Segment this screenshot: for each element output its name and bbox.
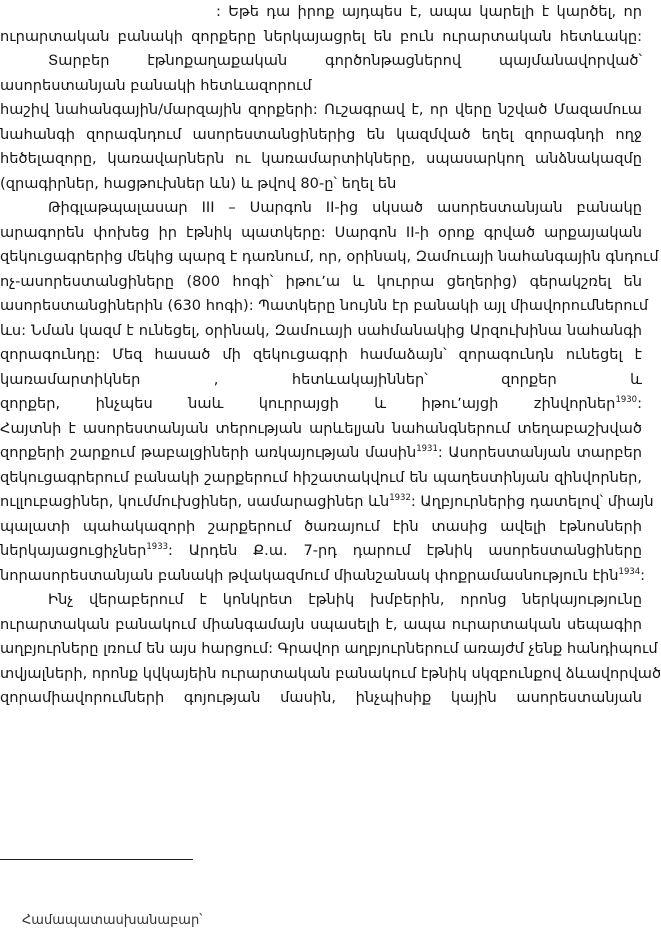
text-line: զորքեր, ինչպես նաև կուրրայցի և իթու՚այցի zինվորներ$^{1930}$:	[0, 395, 642, 412]
text-line: պալատի պահակազորի շարքերում ծառայում էին տասից ավելի էթնոսների	[0, 517, 642, 535]
text-line: ուլլուբացիներ, կումմուխցիներ, սամարացիներ ևն$^{1932}$: Աղբյուրներից դատելով՝ միայն	[0, 493, 654, 510]
text-line: ուրարտական բանակում միանգամայն սպասելի է, ապա ուրարտական սեպագիր	[0, 615, 642, 633]
text-line: կառամարտիկներ , հետևակայիններ՝ զորքեր և	[0, 370, 642, 388]
text-line: Թիգլաթպալասար III – Սարգոն II-ից սկսած ասորեստանյան բանակը	[48, 199, 642, 216]
text-line: (զրագիրներ, հացթուխներ ևն) և թվով 80-ը՝ եղել են	[0, 174, 397, 192]
text-line: զեկուցագրերից մեկից պարզ է դառնում, որ, օրինակ, Զամուայի նահանգային գնդում	[0, 248, 659, 265]
text-line: Տարբեր էթնոքաղաքական գործոնթացներով պայմանավորված՝	[48, 52, 642, 69]
text-line: : Եթե դա իրոք այդպես է, ապա կարելի է կարծել, որ	[216, 3, 642, 20]
text-line: զորագունդը: Մեզ հասած մի զեկուցագրի համաձայն՝ զորագունդն ունեցել է	[0, 346, 642, 363]
text-line: ասորեստանյան բանակի հետևազորում	[0, 76, 312, 94]
text-line: ասորեստանցիներին (630 հոգի): Պատկերը նույնն էր բանակի այլ միավորումներում	[0, 297, 649, 314]
text-line: հաշիվ նահանգային/մարզային զորքերի: Ուշագրավ է, որ վերը նշված Մազամուա	[0, 101, 642, 118]
text-line: նահանգի զորագնդում ասորեստանցիներից են կազմված եղել զորագնդի ողջ	[0, 125, 642, 143]
text-line: ուրարտական բանակի զորքերը ներկայացրել են բուն ուրարտական հետևակը:	[0, 27, 642, 45]
text-line: հեծելազորը, կառավարներն ու կառամարտիկները, սպասարկող անձնակազմը	[0, 150, 642, 167]
text-line: ևս: Նման կազմ է ունեցել, օրինակ, Զամուայի սահմանակից Արզուխինա նահանգի	[0, 321, 642, 339]
text-line: ներկայացուցիչներ$^{1933}$: Արդեն Ք.ա. 7-րդ դարում էթնիկ ասորեստանցիները	[0, 542, 642, 559]
text-line: Հայտնի է ասորեստանյան տերության արևելյան նահանգներում տեղաբաշխված	[0, 419, 642, 437]
text-line: Ինչ վերաբերում է կոնկրետ էթնիկ խմբերին, որոնց ներկայությունը	[48, 591, 642, 608]
text-line: նորասորեստանյան բանակի թվակազմում միանշանակ փոքրամասնություն էին$^{1934}$:	[0, 566, 646, 584]
text-line: աղբյուրները լռում են այս հարցում: Գրավոր աղբյուրներում առայժմ չենք հանդիպում	[0, 640, 658, 657]
text-line: արագորեն փոխեց իր էթնիկ պատկերը: Սարգոն II-ի օրոք գրված արքայական	[0, 223, 642, 241]
footnote-text: Համապատասխանաբար՝	[22, 913, 203, 928]
text-line: ոչ-ասորեստանցիները (800 հոգի՝ իթու՚ա և կուրրա ցեղերից) գերակշռել են	[0, 272, 642, 290]
footnote-separator	[0, 859, 193, 860]
text-line: զորքերի շարքում թաբալցիների առկայության մասին$^{1931}$: Ասորեստանյան տարբեր	[0, 444, 642, 461]
text-line: զեկուցագրերում բանակի շարքերում հիշատակվում են պաղեստինյան զինվորներ,	[0, 468, 642, 486]
text-line: զորամիավորումների գոյության մասին, ինչպիսիք կային ասորեստանյան	[0, 689, 642, 706]
text-line: տվյալների, որոնք կվկայեին ուրարտական բանակում էթնիկ սկզբունքով ձևավորված	[0, 664, 661, 682]
